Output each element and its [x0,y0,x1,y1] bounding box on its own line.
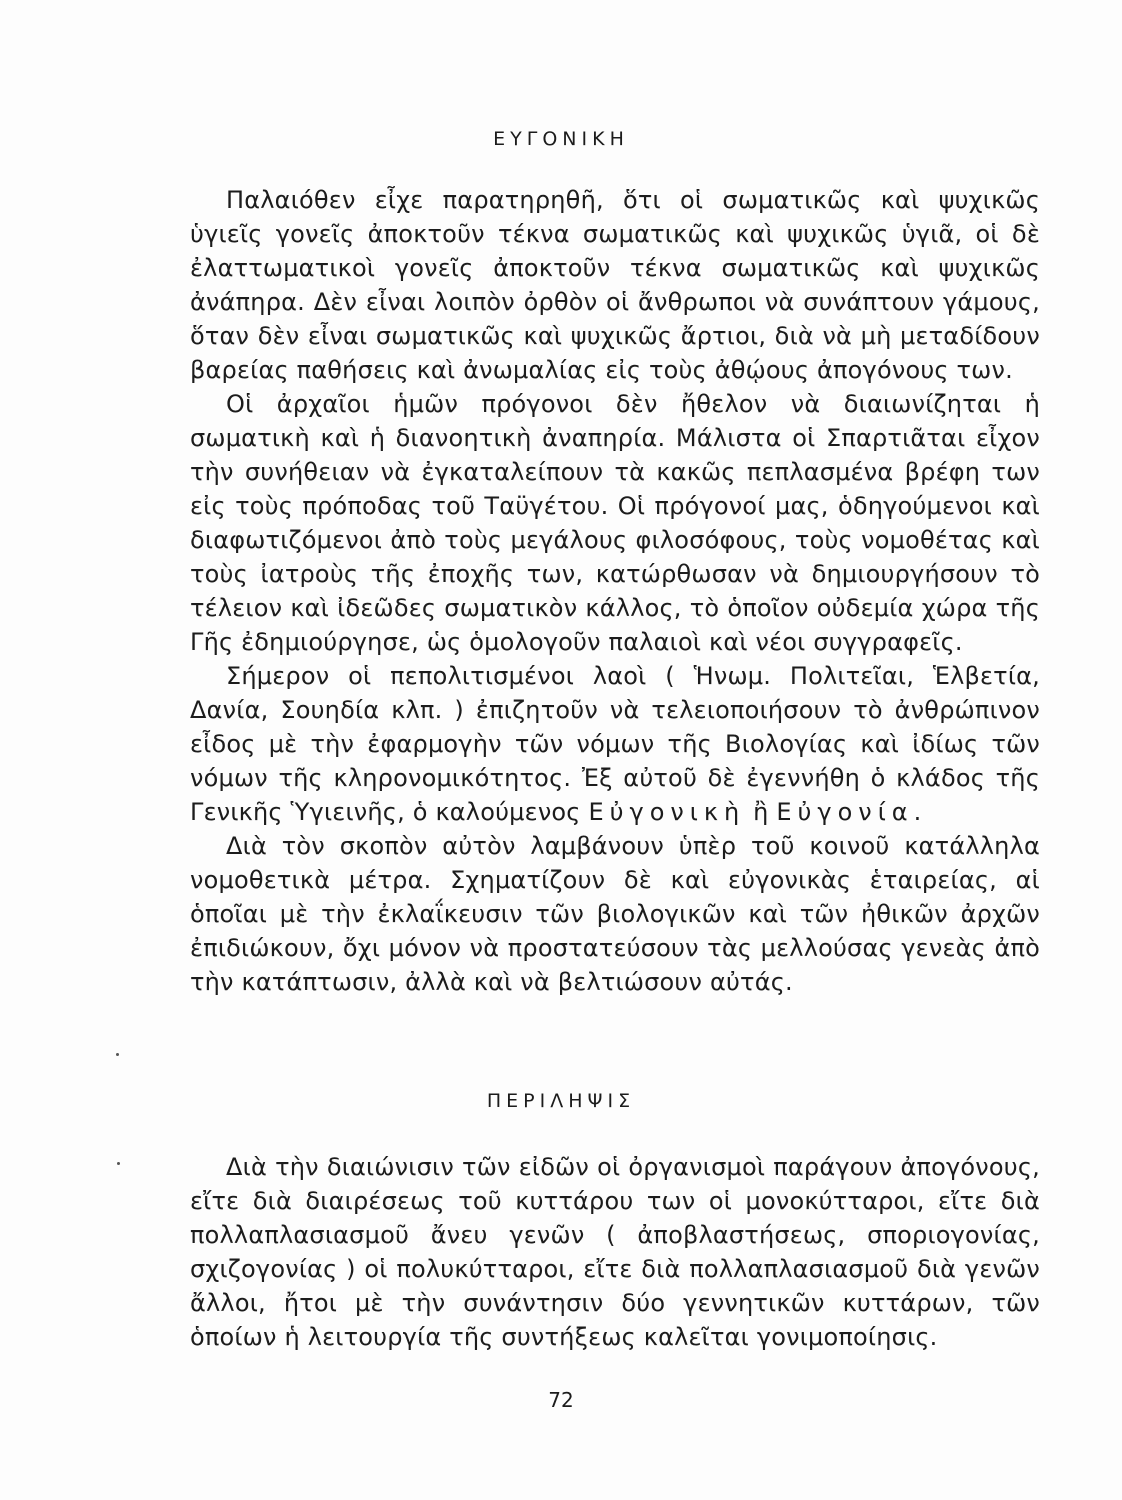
paragraph-4: Διὰ τὸν σκοπὸν αὐτὸν λαμβάνουν ὑπὲρ τοῦ κοινοῦ κατάλληλα νομοθετικὰ μέτρα. Σχηματίζουν δὲ καὶ εὐγονικὰς ἑταιρείας, αἱ ὁποῖαι μὲ τὴν ἐκλαΐκευσιν τῶν βιολογικῶν καὶ τῶν ἠθικῶν ἀρχῶν ἐπιδιώκουν, ὄχι μόνον νὰ προστατεύσουν τὰς μελλούσας γενεὰς ἀπὸ τὴν κατάπτωσιν, ἀλλὰ καὶ νὰ βελτιώσουν αὐτάς. [190,832,1040,996]
summary-paragraph: Διὰ τὴν διαιώνισιν τῶν εἰδῶν οἱ ὀργανισμοὶ παράγουν ἀπογόνους, εἴτε διὰ διαιρέσεως τοῦ κυττάρου των οἱ μονοκύτταροι, εἴτε διὰ πολλαπλασιασμοῦ ἄνευ γενῶν ( ἀποβλαστήσεως, σποριογονίας, σχιζογονίας ) οἱ πολυκύτταροι, εἴτε διὰ πολλαπλασιασμοῦ διὰ γενῶν ἄλλοι, ἤτοι μὲ τὴν συνάντησιν δύο γεννητικῶν κυττάρων, τῶν ὁποίων ἡ λειτουργία τῆς συντήξεως καλεῖται γονιμοποίησις. [190,1153,1040,1351]
page-number: 72 [548,1388,574,1412]
ink-speck [116,1053,119,1056]
term-eugonia: Εὐγονία [776,798,914,826]
section-title-eugoniki: ΕΥΓΟΝΙΚΗ [493,128,629,150]
ink-speck [117,1162,120,1165]
term-connector: ἢ [745,798,777,826]
term-eugoniki: Εὐγονικὴ [588,798,746,826]
section-perilipsis-body [190,1150,1040,1354]
section-title-perilipsis: ΠΕΡΙΛΗΨΙΣ [486,1090,636,1112]
paragraph-3-end: . [913,798,922,826]
section-eugoniki-body [190,183,1040,999]
paragraph-3-text: Σήμερον οἱ πεπολιτισμένοι λαοὶ ( Ἡνωμ. Πολιτεῖαι, Ἑλβετία, Δανία, Σουηδία κλπ. ) ἐπιζητοῦν νὰ τελειοποιήσουν τὸ ἀνθρώπινον εἶδος μὲ τὴν ἐφαρμογὴν τῶν νόμων τῆς Βιολογίας καὶ ἰδίως τῶν νόμων τῆς κληρονομικότητος. Ἐξ αὐτοῦ δὲ ἐγεννήθη ὁ κλάδος τῆς Γενικῆς Ὑγιεινῆς, ὁ καλούμενος [190,662,1040,826]
paragraph-2: Οἱ ἀρχαῖοι ἡμῶν πρόγονοι δὲν ἤθελον νὰ διαιωνίζηται ἡ σωματικὴ καὶ ἡ διανοητικὴ ἀναπηρία. Μάλιστα οἱ Σπαρτιᾶται εἶχον τὴν συνήθειαν νὰ ἐγκαταλείπουν τὰ κακῶς πεπλασμένα βρέφη των εἰς τοὺς πρόποδας τοῦ Ταϋγέτου. Οἱ πρόγονοί μας, ὁδηγούμενοι καὶ διαφωτιζόμενοι ἀπὸ τοὺς μεγάλους φιλοσόφους, τοὺς νομοθέτας καὶ τοὺς ἰατροὺς τῆς ἐποχῆς των, κατώρθωσαν νὰ δημιουργήσουν τὸ τέλειον καὶ ἰδεῶδες σωματικὸν κάλλος, τὸ ὁποῖον οὐδεμία χώρα τῆς Γῆς ἐδημιούργησε, ὡς ὁμολογοῦν παλαιοὶ καὶ νέοι συγγραφεῖς. [190,390,1040,656]
paragraph-1: Παλαιόθεν εἶχε παρατηρηθῆ, ὅτι οἱ σωματικῶς καὶ ψυχικῶς ὑγιεῖς γονεῖς ἀποκτοῦν τέκνα σωματικῶς καὶ ψυχικῶς ὑγιᾶ, οἱ δὲ ἐλαττωματικοὶ γονεῖς ἀποκτοῦν τέκνα σωματικῶς καὶ ψυχικῶς ἀνάπηρα. Δὲν εἶναι λοιπὸν ὀρθὸν οἱ ἄνθρωποι νὰ συνάπτουν γάμους, ὅταν δὲν εἶναι σωματικῶς καὶ ψυχικῶς ἄρτιοι, διὰ νὰ μὴ μεταδίδουν βαρείας παθήσεις καὶ ἀνωμαλίας εἰς τοὺς ἀθῴους ἀπογόνους των. [190,186,1040,384]
paragraph-3 [190,659,1040,829]
